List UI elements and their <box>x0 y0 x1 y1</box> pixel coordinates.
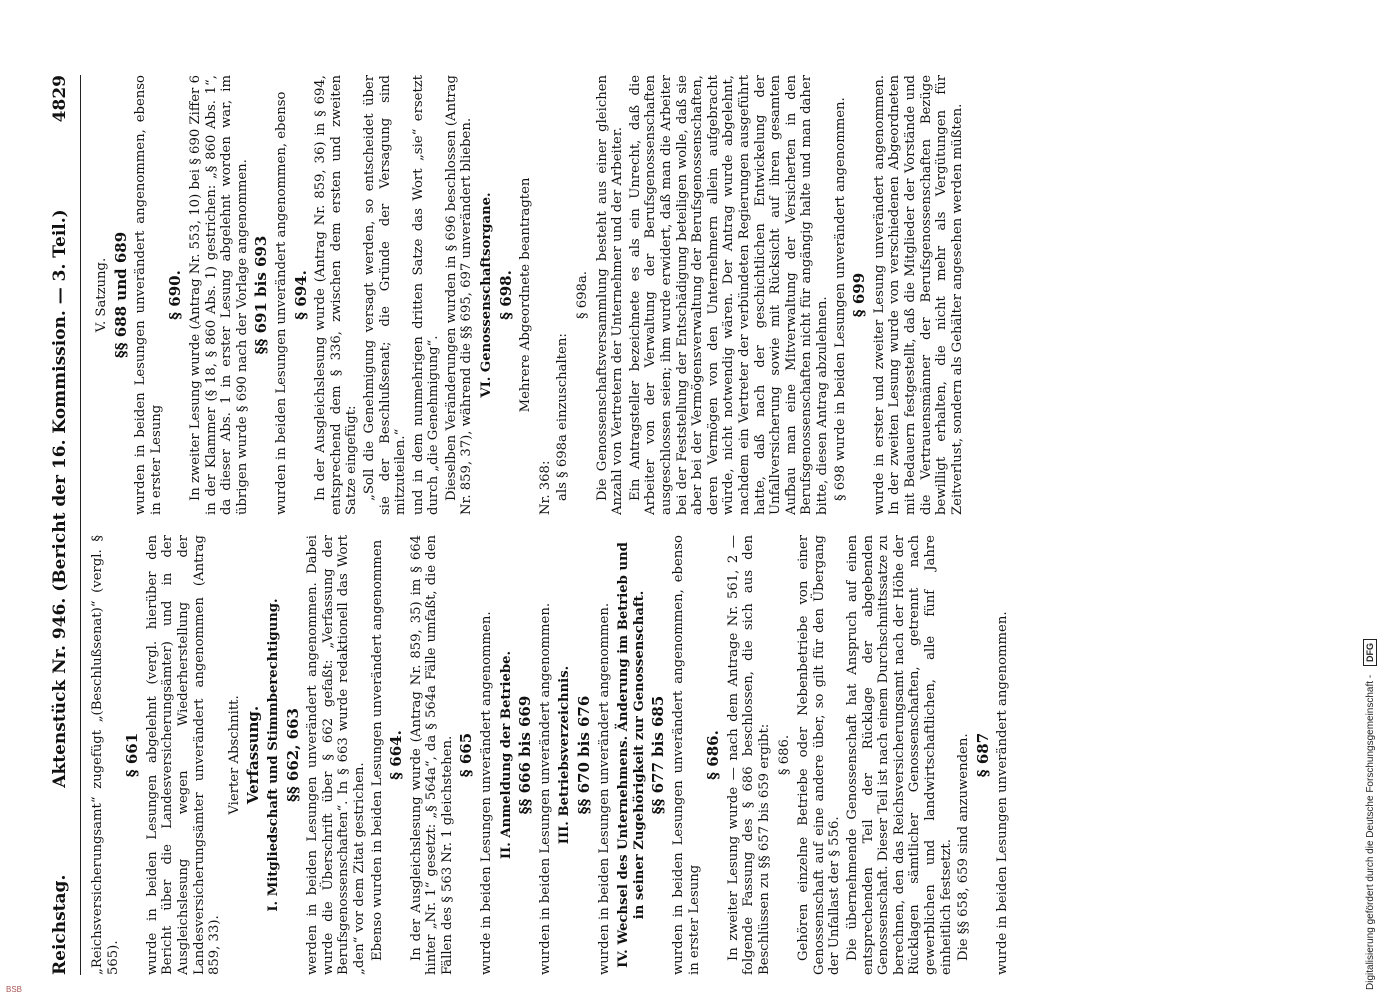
paragraph: Dieselben Veränderungen wurden in § 696 beschlossen (Antrag Nr. 859, 37), während die §§ 695, 697 unverändert blieben. <box>443 75 475 515</box>
section-heading: Verfassung. <box>244 705 263 805</box>
section-heading: § 664. <box>387 730 406 780</box>
section-heading: §§ 691 bis 693 <box>252 235 271 355</box>
paragraph: § 686. <box>776 734 792 776</box>
paragraph: Die übernehmende Genossenschaft hat Anspruch auf einen entsprechenden Teil der Rücklage der abgebenden Genossenschaft. Dieser Teil ist nach einem Durchschnittssatze zu berechnen, den das Reichsversicherungsamt nach der Höhe der Rücklagen sämtlicher Genossenschaften, getrennt nach gewerblichen und landwirtschaftlichen, alle fünf Jahre einheitlich festsetzt. <box>844 535 954 975</box>
paragraph: „Soll die Genehmigung versagt werden, so entscheidet über sie der Beschlußsenat; die Gründe der Versagung sind mitzuteilen.“ <box>361 75 409 515</box>
section-heading: § 698. <box>496 270 515 320</box>
paragraph: § 698a. <box>575 271 591 320</box>
paragraph: wurden in beiden Lesungen unverändert angenommen, ebenso in erster Lesung <box>671 535 702 975</box>
paragraph: und in dem nunmehrigen dritten Satze das Wort „sie“ ersetzt durch „die Genehmigung“. <box>410 75 442 515</box>
paragraph: V. Satzung. <box>94 257 109 333</box>
paragraph: I. Mitgliedschaft und Stimmberechtigung. <box>265 598 281 912</box>
paragraph: wurden in beiden Lesungen unverändert angenommen, ebenso <box>273 91 289 515</box>
paragraph: In zweiter Lesung wurde (Antrag Nr. 553, 10) bei § 690 Ziffer 6 in der Klammer (§ 18, § 860 Abs. 1) gestrichen: „§ 860 Abs. 1“, da dieser Abs. 1 in erster Lesung abgelehnt worden war, im übrigen wurde § 690 nach der Vorlage angenommen. <box>187 75 250 515</box>
section-heading: §§ 677 bis 685 <box>649 695 668 815</box>
header-title: Aktenstück Nr. 946. (Bericht der 16. Kommission. — 3. Teil.) <box>50 209 70 788</box>
section-heading: § 661 <box>123 732 142 778</box>
page-header <box>40 75 81 975</box>
document-page <box>40 75 1310 975</box>
paragraph: werden in beiden Lesungen unverändert angenommen. Dabei wurde die Überschrift über § 662 gefaßt: „Verfassung der Berufsgenossenschaften“. In § 663 wurde redaktionell das Wort „den“ vor dem Zitat gestrichen. <box>305 535 367 975</box>
section-heading: §§ 688 und 689 <box>111 231 130 359</box>
paragraph: wurden in beiden Lesungen unverändert angenommen, ebenso in erster Lesung <box>133 75 164 515</box>
left-column <box>90 535 1310 975</box>
right-column <box>90 75 1310 515</box>
paragraph: Mehrere Abgeordnete beantragten <box>518 177 534 413</box>
text-columns <box>90 75 1310 975</box>
paragraph: In zweiter Lesung wurde — nach dem Antrage Nr. 561, 2 — folgende Fassung des § 686 beschlossen, die sich aus den Beschlüssen zu §§ 657 bis 659 ergibt: <box>725 535 772 975</box>
paragraph: Die Genossenschaftsversammlung besteht aus einer gleichen Anzahl von Vertretern der Unternehmer und der Arbeiter. <box>594 75 626 515</box>
paragraph: Ein Antragsteller bezeichnete es als ein Unrecht, daß die Arbeiter von der Verwaltung der Berufsgenossenschaften ausgeschlossen seien; ihm wurde erwidert, daß man die Arbeiter bei der Feststellung der Entschädigung beteiligen wolle, daß sie aber bei der Vermögensverwaltung der Berufsgenossenschaften, deren Vermögen von den Unternehmern allein aufgebracht würde, nicht notwendig wären. Der Antrag wurde abgelehnt, nachdem ein Vertreter der verbündeten Regierungen ausgeführt hatte, daß nach der geschichtlichen Entwickelung der Unfallversicherung sowie mit Rücksicht auf ihren gesamten Aufbau man eine Mitverwaltung der Versicherten in den Berufsgenossenschaften nicht für angängig halte und man daher bitte, diesen Antrag abzulehnen. <box>627 75 830 515</box>
section-heading: § 690. <box>166 270 185 320</box>
paragraph: wurde in beiden Lesungen abgelehnt (vergl. hierüber den Bericht über die Landesversicherungsämter) und in der Ausgleichslesung wegen Wiederherstellung der Landesversicherungsämter unverändert angenommen (Antrag 859, 33). <box>144 535 223 975</box>
paragraph: Nr. 368: <box>537 460 553 515</box>
page-number: 4829 <box>50 75 70 123</box>
paragraph: VI. Genossenschaftsorgane. <box>479 192 495 398</box>
paragraph: § 698 wurde in beiden Lesungen unverändert angenommen. <box>832 97 848 501</box>
library-mark: BSB <box>6 985 23 994</box>
section-heading: § 699 <box>850 272 869 318</box>
paragraph: Die §§ 658, 659 sind anzuwenden. <box>956 733 972 961</box>
paragraph: In der Ausgleichslesung wurde (Antrag Nr. 859, 35) im § 664 hinter „Nr. 1“ gesetzt: „§ 564a“, da § 564a Fälle umfaßt, die den Fällen des § 563 Nr. 1 gleichstehen. <box>408 535 455 975</box>
paragraph: wurde in beiden Lesungen unverändert angenommen. <box>479 611 495 975</box>
paragraph: wurden in beiden Lesungen unverändert angenommen. <box>537 602 553 975</box>
paragraph: wurde in beiden Lesungen unverändert angenommen. <box>995 611 1011 975</box>
paragraph: wurden in beiden Lesungen unverändert angenommen. <box>596 602 612 975</box>
section-heading: § 665 <box>457 732 476 778</box>
paragraph: II. Anmeldung der Betriebe. <box>498 650 514 860</box>
paragraph: als § 698a einzuschalten: <box>555 333 571 501</box>
paragraph: III. Betriebsverzeichnis. <box>557 665 573 845</box>
section-heading: §§ 670 bis 676 <box>575 695 594 815</box>
side-note-text: Digitalisierung gefördert durch die Deutsche Forschungsgemeinschaft - <box>1365 674 1376 990</box>
rotated-page-content <box>40 75 1310 975</box>
header-left: Reichstag. <box>50 874 70 975</box>
section-heading: § 686. <box>704 730 723 780</box>
paragraph: Gehören einzelne Betriebe oder Nebenbetriebe von einer Genossenschaft auf eine andere über, so gilt für den Übergang der Unfallast der § 556. <box>796 535 843 975</box>
section-heading: §§ 662, 663 <box>283 708 302 802</box>
section-heading: §§ 666 bis 669 <box>516 695 535 815</box>
section-heading: § 687 <box>973 732 992 778</box>
side-note <box>1362 10 1380 990</box>
paragraph: IV. Wechsel des Unternehmens. Änderung im Betrieb und in seiner Zugehörigkeit zur Genossenschaft. <box>616 542 647 968</box>
section-heading: § 694. <box>291 270 310 320</box>
paragraph: Ebenso wurden in beiden Lesungen unverändert angenommen <box>369 539 385 961</box>
paragraph: Vierter Abschnitt. <box>226 695 242 815</box>
paragraph: „Reichsversicherungsamt“ zugefügt „(Beschlußsenat)“ (vergl. § 565). <box>90 535 121 975</box>
dfg-logo: DFG <box>1363 639 1377 666</box>
paragraph: In der Ausgleichslesung wurde (Antrag Nr. 859, 36) in § 694, entsprechend dem § 336, zwischen dem ersten und zweiten Satze eingefügt: <box>313 75 360 515</box>
paragraph: wurde in erster und zweiter Lesung unverändert angenommen. In der zweiten Lesung wurde von verschiedenen Abgeordneten mit Bedauern festgestellt, daß die Mitglieder der Vorstände und die Vertrauensmänner der Berufsgenossenschaften Bezüge bewilligt erhalten, die nicht mehr als Vergütungen für Zeitverlust, sondern als Gehälter angesehen werden müßten. <box>871 75 965 515</box>
